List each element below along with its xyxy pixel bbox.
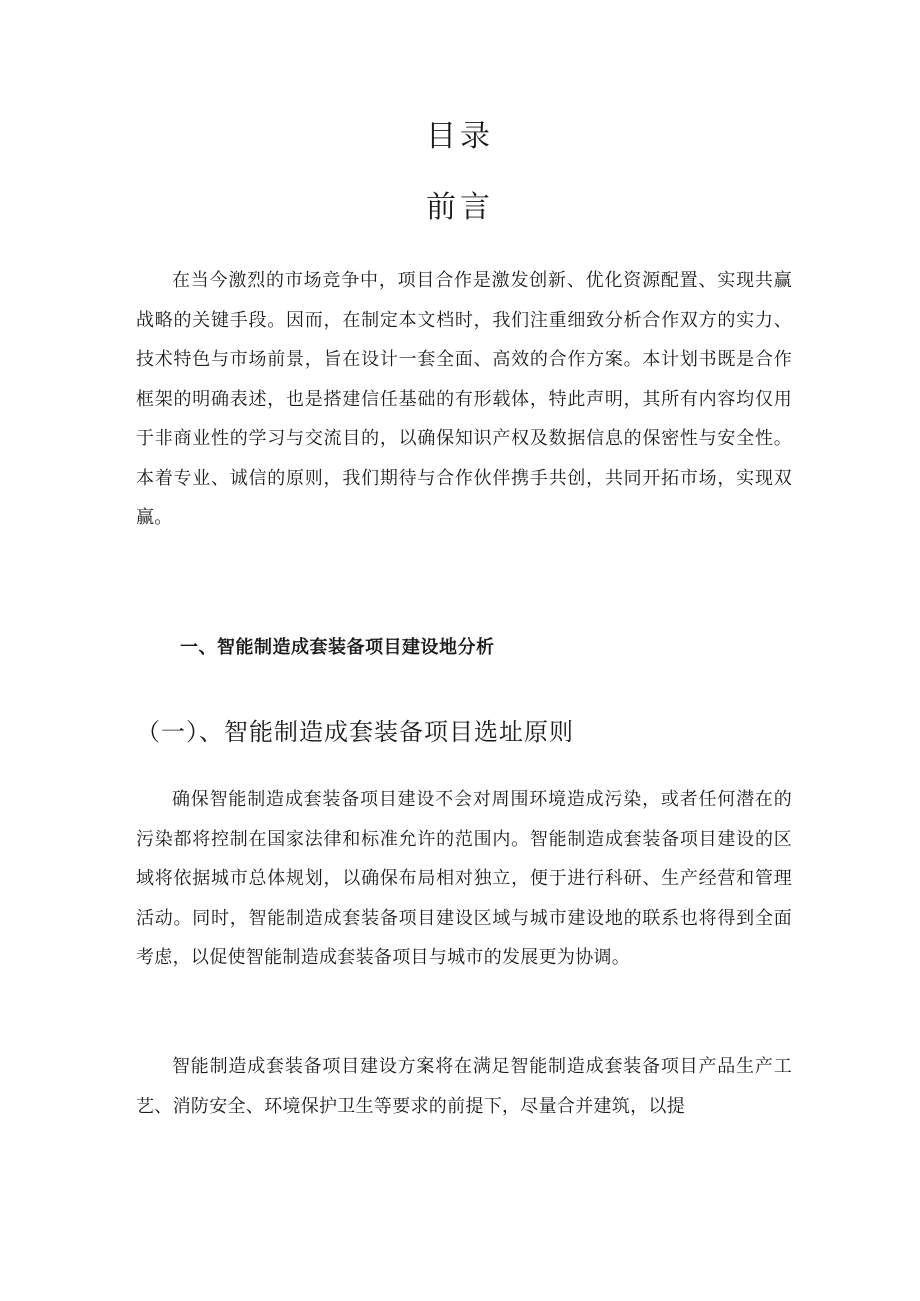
preface-paragraph: 在当今激烈的市场竞争中，项目合作是激发创新、优化资源配置、实现共赢战略的关键手段。因而，在制定本文档时，我们注重细致分析合作双方的实力、技术特色与市场前景，旨在设计一套全面、高效的合作方案。本计划书既是合作框架的明确表述，也是搭建信任基础的有形载体，特此声明，其所有内容均仅用于非商业性的学习与交流目的，以确保知识产权及数据信息的保密性与安全性。本着专业、诚信的原则，我们期待与合作伙伴携手共创，共同开拓市场，实现双赢。 (136, 270, 792, 528)
body-paragraph-continued: 智能制造成套装备项目建设方案将在满足智能制造成套装备项目产品生产工艺、消防安全、环境保护卫生等要求的前提下，尽量合并建筑，以提 (136, 1056, 792, 1117)
toc-title: 目录 (426, 119, 494, 154)
body-paragraph: 确保智能制造成套装备项目建设不会对周围环境造成污染，或者任何潜在的污染都将控制在国家法律和标准允许的范围内。智能制造成套装备项目建设的区域将依据城市总体规划，以确保布局相对独立，便于进行科研、生产经营和管理活动。同时，智能制造成套装备项目建设区域与城市建设地的联系也将得到全面考虑，以促使智能制造成套装备项目与城市的发展更为协调。 (136, 789, 792, 968)
preface-title: 前言 (426, 190, 494, 225)
subsection-heading: （一）、智能制造成套装备项目选址原则 (136, 718, 574, 746)
section-heading: 一、智能制造成套装备项目建设地分析 (180, 637, 495, 658)
